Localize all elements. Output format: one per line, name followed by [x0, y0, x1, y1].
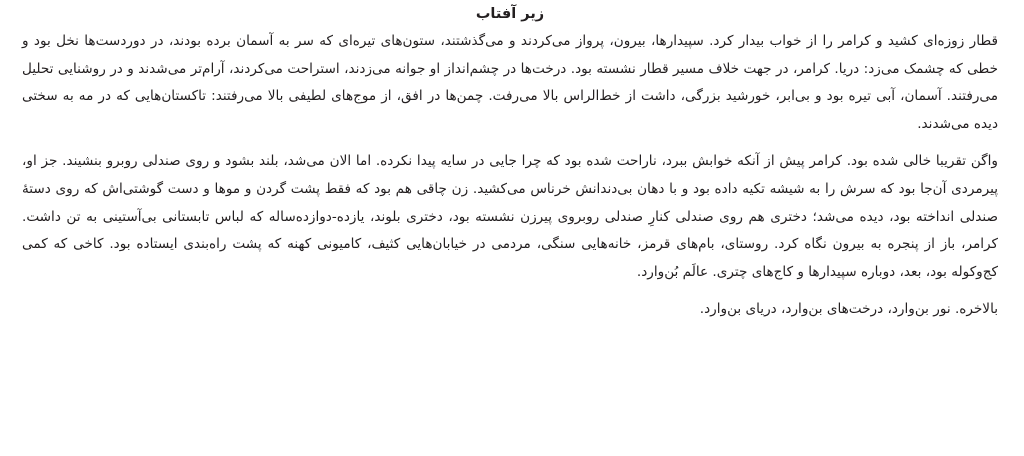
paragraph-3: بالاخره. نور بن‌وارد، درخت‌های بن‌وارد، دریای بن‌وارد.: [699, 301, 998, 318]
paragraph-2: واگن تقریبا خالی شده بود. کرامر پیش از آنکه خوابش ببرد، ناراحت شده بود که چرا جایی در سایه پیدا نکرده. اما الان می‌شد، بلند بشود و روی صندلی روبرو بنشیند. جز او، پیرمردی آن‌جا بود که سرش را به شیشه تکیه داده بود و با دهان بی‌دندانش خرناس می‌کشید. زن چاقی هم بود که فقط پشت گردن و موها و دست گوشتی‌اش که روی دستهٔ صندلی انداخته بود، دیده می‌شد؛ دختری هم روی صندلی کنارِ صندلی روبروی پیرزن نشسته بود، دختری بلوند، یازده-دوازده‌ساله که لباس تابستانی بی‌آستینی به تن داشت. کرامر، باز از پنجره به بیرون نگاه کرد. روستای، بام‌های قرمز، خانه‌هایی سنگی، مردمی در خیابان‌هایی کثیف، کامیونی کهنه که پشت راه‌بندی ایستاده بود. کاخی که کمی کج‌وکوله بود، بعد، دوباره سپیدارها و کاج‌های چتری. عالَم بُن‌وارد.: [22, 153, 998, 280]
document-title: زیر آفتاب: [475, 6, 545, 22]
paragraph-1: قطار زوزه‌ای کشید و کرامر را از خواب بیدار کرد. سپیدارها، بیرون، پرواز می‌کردند و می‌گذشتند، ستون‌های تیره‌ای که سر به آسمان برده بودند، در دوردست‌ها نخل بود و خطی که چشمک می‌زد: دریا. کرامر، در جهت خلاف مسیر قطار نشسته بود. درخت‌ها در چشم‌انداز او جوانه می‌زدند، استراحت می‌کردند، آرام‌تر می‌شدند و در روشنایی تحلیل می‌رفتند. آسمان، آبی تیره بود و بی‌ابر، خورشید بزرگی، داشت از خط‌الراس بالا می‌رفت. چمن‌ها در افق، از موج‌های لطیفی بالا می‌رفتند: تاکستان‌هایی که در مه به سختی دیده می‌شدند.: [22, 33, 998, 132]
